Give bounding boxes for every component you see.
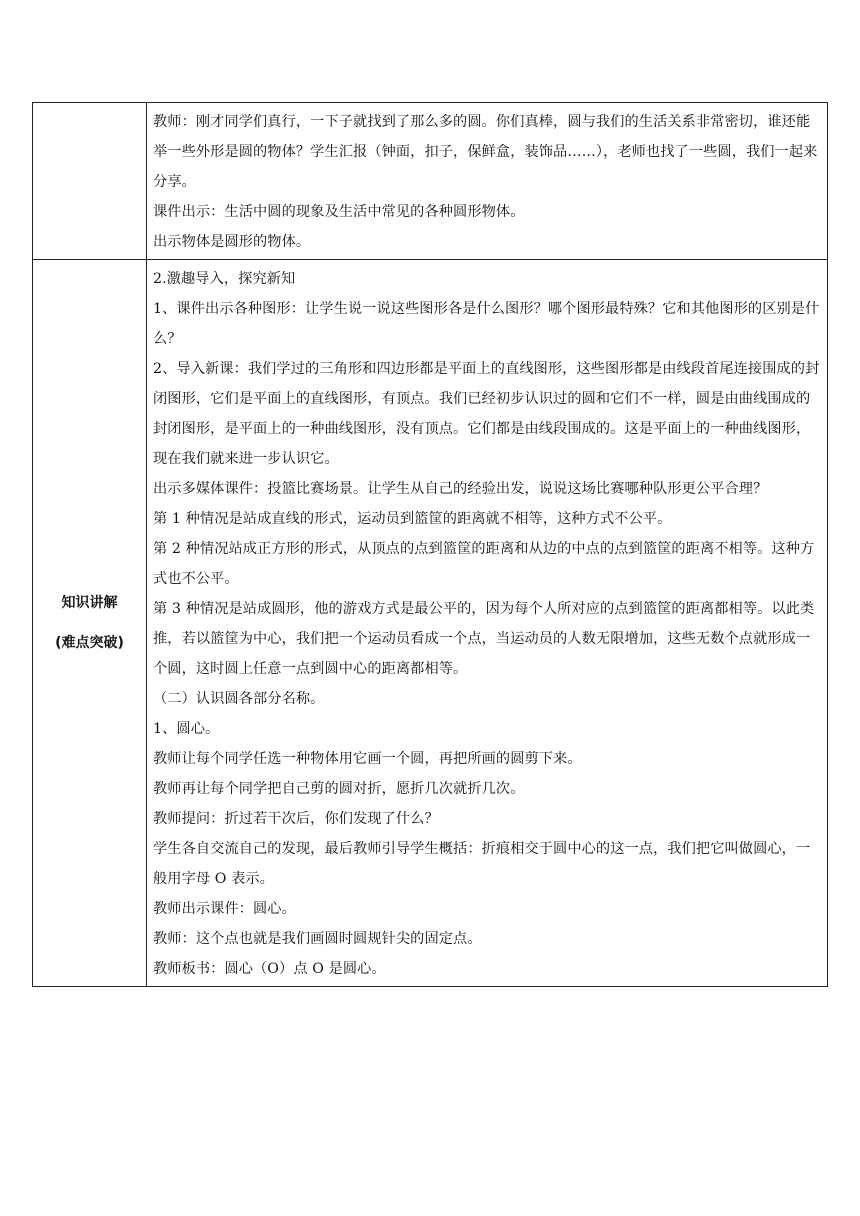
paragraph: 2.激趣导入，探究新知 — [153, 271, 296, 287]
lesson-plan-table — [32, 102, 828, 987]
paragraph: 出示多媒体课件：投篮比赛场景。让学生从自己的经验出发，说说这场比赛哪种队形更公平合理？ — [153, 481, 768, 497]
table-row-knowledge — [33, 260, 828, 987]
paragraph: 学生各自交流自己的发现，最后教师引导学生概括：折痕相交于圆中心的这一点，我们把它叫做圆心，一般用字母 O 表示。 — [153, 841, 811, 887]
paragraph: 2、导入新课：我们学过的三角形和四边形都是平面上的直线图形，这些图形都是由线段首尾连接围成的封闭图形，它们是平面上的直线图形，有顶点。我们已经初步认识过的圆和它们不一样，圆是由曲线围成的封闭图形，是平面上的一种曲线图形，没有顶点。它们都是由线段围成的。这是平面上的一种曲线图形，现在我们就来进一步认识它。 — [153, 361, 820, 467]
paragraph: 教师板书：圆心（O）点 O 是圆心。 — [153, 961, 386, 977]
paragraph: 第 3 种情况是站成圆形，他的游戏方式是最公平的，因为每个人所对应的点到篮筐的距离都相等。以此类推，若以篮筐为中心，我们把一个运动员看成一个点，当运动员的人数无限增加，这些无数个点就形成一个圆，这时圆上任意一点到圆中心的距离都相等。 — [153, 601, 815, 677]
paragraph: 出示物体是圆形的物体。 — [153, 234, 311, 250]
paragraph: 1、圆心。 — [153, 721, 220, 737]
section-label-subtitle: (难点突破) — [55, 635, 124, 651]
table-row-intro — [33, 103, 828, 260]
paragraph: 教师提问：折过若干次后，你们发现了什么？ — [153, 811, 439, 827]
paragraph: 课件出示：生活中圆的现象及生活中常见的各种圆形物体。 — [153, 204, 525, 220]
paragraph: 教师让每个同学任选一种物体用它画一个圆，再把所画的圆剪下来。 — [153, 751, 582, 767]
paragraph: （二）认识圆各部分名称。 — [153, 691, 325, 707]
section-label-cell-empty — [33, 103, 147, 260]
content-cell-intro — [147, 103, 828, 260]
paragraph: 教师出示课件：圆心。 — [153, 901, 296, 917]
content-cell-knowledge — [147, 260, 828, 987]
paragraph: 教师：刚才同学们真行，一下子就找到了那么多的圆。你们真棒，圆与我们的生活关系非常密切，谁还能举一些外形是圆的物体？学生汇报（钟面，扣子，保鲜盒，装饰品……），老师也找了一些圆，我们一起来分享。 — [153, 114, 818, 190]
section-label — [34, 583, 145, 663]
section-label-cell — [33, 260, 147, 987]
paragraph: 第 2 种情况站成正方形的形式，从顶点的点到篮筐的距离和从边的中点的点到篮筐的距离不相等。这种方式也不公平。 — [153, 541, 815, 587]
paragraph: 教师再让每个同学把自己剪的圆对折，愿折几次就折几次。 — [153, 781, 525, 797]
paragraph: 第 1 种情况是站成直线的形式，运动员到篮筐的距离就不相等，这种方式不公平。 — [153, 511, 672, 527]
section-label-title: 知识讲解 — [61, 595, 118, 611]
paragraph: 教师：这个点也就是我们画圆时圆规针尖的固定点。 — [153, 931, 482, 947]
paragraph: 1、课件出示各种图形：让学生说一说这些图形各是什么图形？哪个图形最特殊？它和其他图形的区别是什么？ — [153, 301, 820, 347]
